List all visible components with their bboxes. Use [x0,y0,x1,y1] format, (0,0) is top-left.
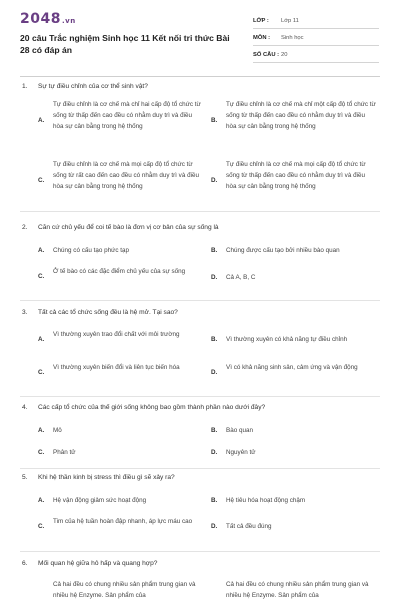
question-divider [20,300,380,301]
question-divider [20,468,380,469]
meta-key: SỐ CÂU : [253,51,280,58]
question-text: 4. Các cấp tổ chức của thế giới sống không bao gồm thành phần nào dưới đây? [22,404,266,411]
meta-value: Lớp 11 [281,17,299,24]
meta-table [253,13,379,64]
meta-row-count [253,47,379,63]
meta-value: Sinh học [281,34,304,41]
meta-key: MÔN : [253,34,271,41]
question-divider [20,211,380,212]
page-header [0,0,400,80]
question-divider [20,551,380,552]
question-text: 6. Mối quan hệ giữa hô hấp và quang hợp? [22,560,158,567]
document-title: 20 câu Trắc nghiệm Sinh học 11 Kết nối tri thức Bài 28 có đáp án [20,33,230,55]
site-logo[interactable]: 2048.vn [20,11,76,27]
question-text: 2. Căn cứ chủ yếu để coi tế bào là đơn vị cơ bản của sự sống là [22,224,219,231]
meta-row-subject [253,30,379,46]
question-text: 5. Khi hệ thần kinh bị stress thì điều gì sẽ xảy ra? [22,474,175,481]
meta-value: 20 [281,51,288,58]
meta-key: LỚP : [253,17,269,24]
question-divider [20,396,380,397]
question-text: 3. Tất cả các tổ chức sống đều là hệ mở. Tại sao? [22,309,178,316]
header-divider [20,76,380,77]
question-text: 1. Sự tự điều chỉnh của cơ thể sinh vật? [22,83,148,90]
meta-row-class [253,13,379,29]
